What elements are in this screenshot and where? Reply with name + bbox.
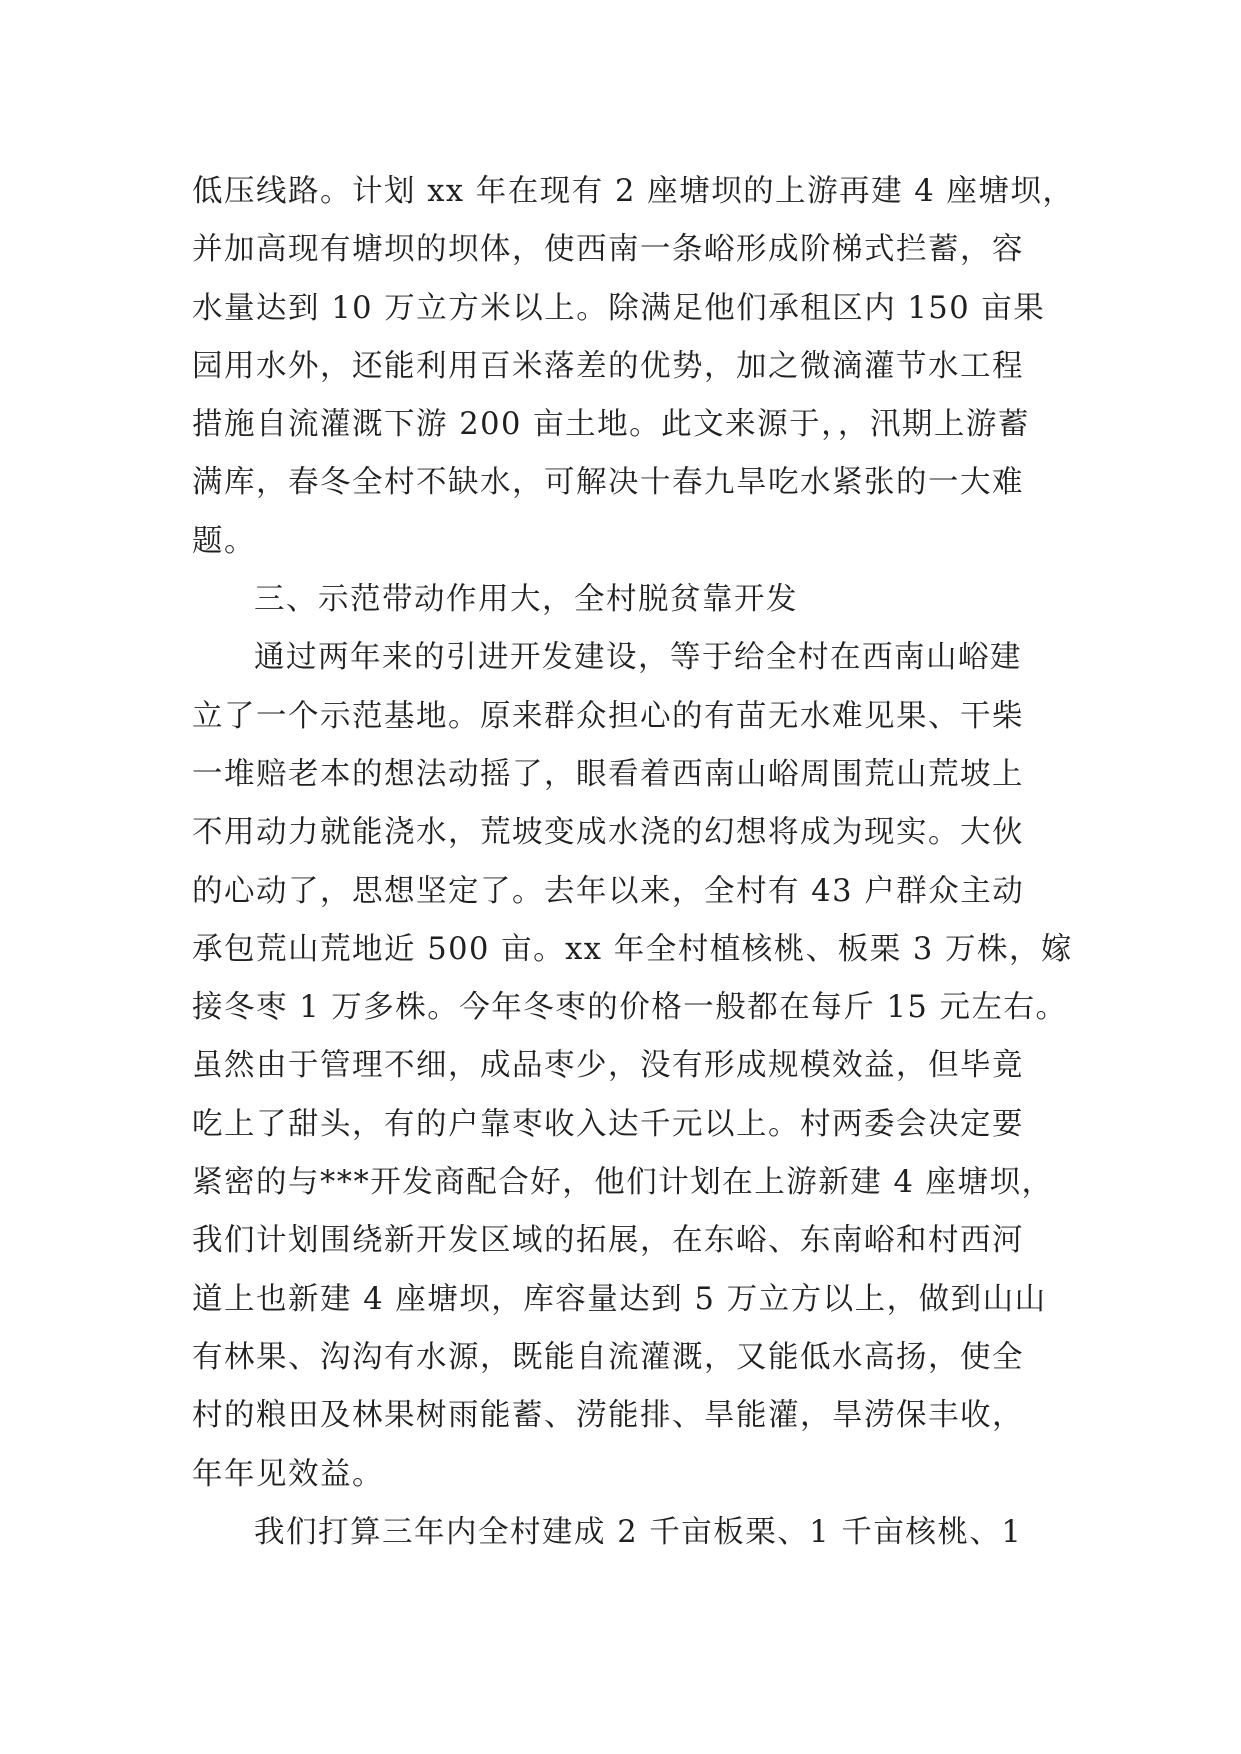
paragraph-line: 不用动力就能浇水，荒坡变成水浇的幻想将成为现实。大伙 — [192, 815, 1024, 851]
paragraph-line: 通过两年来的引进开发建设，等于给全村在西南山峪建 — [254, 640, 1022, 676]
paragraph-line: 立了一个示范基地。原来群众担心的有苗无水难见果、干柴 — [192, 698, 1024, 734]
paragraph-line: 承包荒山荒地近 500 亩。xx 年全村植核桃、板栗 3 万株，嫁 — [192, 931, 1073, 967]
paragraph-line: 我们打算三年内全村建成 2 千亩板栗、1 千亩核桃、1 — [254, 1514, 1023, 1550]
paragraph-line: 紧密的与***开发商配合好，他们计划在上游新建 4 座塘坝， — [192, 1165, 1054, 1201]
paragraph-line: 年年见效益。 — [192, 1456, 384, 1492]
paragraph-line: 村的粮田及林果树雨能蓄、涝能排、旱能灌，旱涝保丰收， — [192, 1398, 1024, 1434]
paragraph-line: 接冬枣 1 万多株。今年冬枣的价格一般都在每斤 15 元左右。 — [192, 990, 1068, 1026]
paragraph-line: 的心动了，思想坚定了。去年以来，全村有 43 户群众主动 — [192, 873, 1025, 909]
section-heading: 三、示范带动作用大，全村脱贫靠开发 — [254, 582, 798, 618]
paragraph-line: 道上也新建 4 座塘坝，库容量达到 5 万立方以上，做到山山 — [192, 1281, 1047, 1317]
paragraph-line: 水量达到 10 万立方米以上。除满足他们承租区内 150 亩果 — [192, 290, 1046, 326]
document-body — [192, 163, 1075, 1562]
paragraph-line: 有林果、沟沟有水源，既能自流灌溉，又能低水高扬，使全 — [192, 1339, 1024, 1375]
paragraph-line: 并加高现有塘坝的坝体，使西南一条峪形成阶梯式拦蓄，容 — [192, 232, 1024, 268]
paragraph-line: 吃上了甜头，有的户靠枣收入达千元以上。村两委会决定要 — [192, 1106, 1024, 1142]
paragraph-line: 低压线路。计划 xx 年在现有 2 座塘坝的上游再建 4 座塘坝， — [192, 174, 1075, 209]
paragraph-line: 我们计划围绕新开发区域的拓展，在东峪、东南峪和村西河 — [192, 1223, 1024, 1259]
paragraph-line: 题。 — [192, 523, 256, 559]
paragraph-line: 措施自流灌溉下游 200 亩土地。此文来源于，，汛期上游蓄 — [192, 407, 1030, 443]
paragraph-line: 园用水外，还能利用百米落差的优势，加之微滴灌节水工程 — [192, 348, 1024, 384]
paragraph-line: 虽然由于管理不细，成品枣少，没有形成规模效益，但毕竟 — [192, 1048, 1024, 1084]
paragraph-line: 满库，春冬全村不缺水，可解决十春九旱吃水紧张的一大难 — [192, 465, 1024, 501]
paragraph-line: 一堆赔老本的想法动摇了，眼看着西南山峪周围荒山荒坡上 — [192, 756, 1024, 792]
